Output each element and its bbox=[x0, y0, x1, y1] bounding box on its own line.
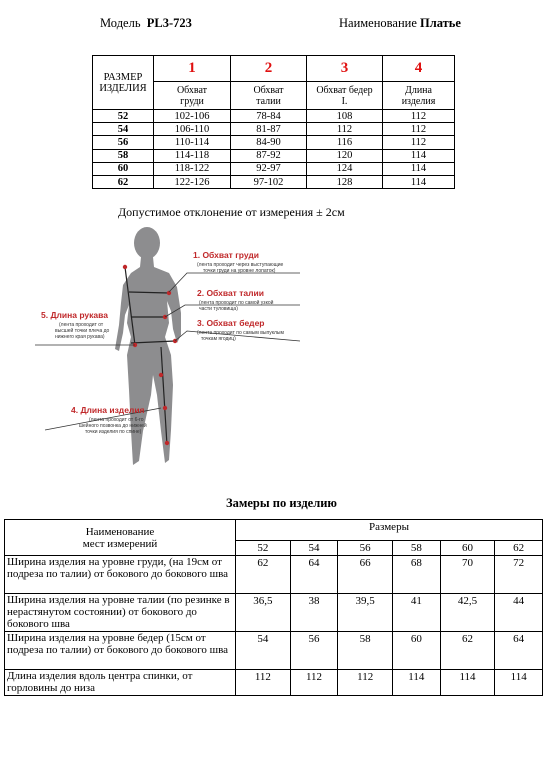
annotation-1-note: (лента проходит через выступающие bbox=[197, 262, 284, 268]
annotation-3-note: точкам ягодиц) bbox=[201, 336, 236, 342]
size-header: 56 bbox=[338, 541, 393, 556]
table-cell: 110-114 bbox=[154, 136, 231, 149]
annotation-2-title: 2. Обхват талии bbox=[197, 288, 264, 298]
table-row bbox=[93, 175, 455, 188]
table-cell: 78-84 bbox=[231, 110, 307, 123]
corner-line2: ИЗДЕЛИЯ bbox=[99, 82, 147, 94]
table-cell: 97-102 bbox=[231, 175, 307, 188]
table-cell: 62 bbox=[440, 632, 495, 670]
table-cell: 68 bbox=[393, 556, 441, 594]
name-prefix: Наименование bbox=[339, 16, 417, 30]
table-cell: 116 bbox=[307, 136, 383, 149]
table-cell: 70 bbox=[440, 556, 495, 594]
column-label-2: Обхват талии bbox=[231, 82, 307, 110]
annotation-4-title: 4. Длина изделия bbox=[71, 405, 145, 415]
size-header: 60 bbox=[440, 541, 495, 556]
table-cell: 114-118 bbox=[154, 149, 231, 162]
measurement-label: Ширина изделия на уровне талии (по резинке в нерастянутом состоянии) от бокового до бокового шва bbox=[5, 594, 236, 632]
table-cell: 112 bbox=[307, 123, 383, 136]
size-cell: 52 bbox=[93, 110, 154, 123]
size-cell: 58 bbox=[93, 149, 154, 162]
table-cell: 114 bbox=[495, 670, 543, 696]
table-row bbox=[5, 670, 543, 696]
annotation-4-note: (лента проходит от 6-го bbox=[89, 417, 144, 423]
table-cell: 108 bbox=[307, 110, 383, 123]
column-number-3: 3 bbox=[307, 56, 383, 82]
table-cell: 112 bbox=[236, 670, 291, 696]
size-header: 52 bbox=[236, 541, 291, 556]
table-cell: 122-126 bbox=[154, 175, 231, 188]
table-row bbox=[93, 123, 455, 136]
table-cell: 44 bbox=[495, 594, 543, 632]
size-cell: 56 bbox=[93, 136, 154, 149]
table-cell: 114 bbox=[383, 149, 455, 162]
table-row bbox=[93, 110, 455, 123]
column-label-3: Обхват бедер I. bbox=[307, 82, 383, 110]
column-number-1: 1 bbox=[154, 56, 231, 82]
size-cell: 60 bbox=[93, 162, 154, 175]
sizes-header: Размеры bbox=[236, 520, 543, 541]
annotation-3-note: (лента проходит по самым выпуклым bbox=[197, 330, 284, 336]
table-cell: 112 bbox=[338, 670, 393, 696]
table-cell: 102-106 bbox=[154, 110, 231, 123]
table-cell: 112 bbox=[383, 123, 455, 136]
table-cell: 36,5 bbox=[236, 594, 291, 632]
size-cell: 54 bbox=[93, 123, 154, 136]
table-cell: 66 bbox=[338, 556, 393, 594]
table-cell: 38 bbox=[290, 594, 338, 632]
measurement-figure bbox=[35, 225, 315, 475]
size-header: 62 bbox=[495, 541, 543, 556]
table-cell: 120 bbox=[307, 149, 383, 162]
table-row bbox=[5, 594, 543, 632]
size-cell: 62 bbox=[93, 175, 154, 188]
annotation-2-note: (лента проходит по самой узкой bbox=[199, 300, 274, 306]
table-cell: 72 bbox=[495, 556, 543, 594]
table-cell: 106-110 bbox=[154, 123, 231, 136]
size-header: 54 bbox=[290, 541, 338, 556]
model-code: PL3-723 bbox=[146, 16, 192, 30]
table-row bbox=[5, 556, 543, 594]
measurements-title: Замеры по изделию bbox=[226, 496, 337, 510]
column-label-1: Обхват груди bbox=[154, 82, 231, 110]
table-row bbox=[93, 136, 455, 149]
annotation-2-note: части туловища) bbox=[199, 306, 238, 312]
table-cell: 112 bbox=[383, 110, 455, 123]
corner-line1: РАЗМЕР bbox=[103, 71, 143, 83]
table-cell: 92-97 bbox=[231, 162, 307, 175]
name-value: Платье bbox=[420, 16, 461, 30]
measurement-label: Длина изделия вдоль центра спинки, от горловины до низа bbox=[5, 670, 236, 696]
table-cell: 84-90 bbox=[231, 136, 307, 149]
annotation-4-note: шейного позвонка до нижней bbox=[79, 423, 147, 429]
table-cell: 54 bbox=[236, 632, 291, 670]
table-cell: 114 bbox=[383, 162, 455, 175]
model-label bbox=[100, 16, 192, 31]
size-header: 58 bbox=[393, 541, 441, 556]
size-table bbox=[92, 55, 455, 189]
measurement-label: Ширина изделия на уровне бедер (15см от подреза по талии) от бокового до бокового шва bbox=[5, 632, 236, 670]
table-cell: 118-122 bbox=[154, 162, 231, 175]
table-cell: 60 bbox=[393, 632, 441, 670]
measurement-name-header: Наименование мест измерений bbox=[5, 520, 236, 556]
model-prefix: Модель bbox=[100, 16, 141, 30]
table-cell: 124 bbox=[307, 162, 383, 175]
annotation-1-note: точки груди на уровне лопаток) bbox=[203, 268, 276, 274]
table-cell: 112 bbox=[383, 136, 455, 149]
table-cell: 114 bbox=[440, 670, 495, 696]
measurements-table bbox=[4, 519, 543, 696]
annotation-1-title: 1. Обхват груди bbox=[193, 250, 259, 260]
table-row bbox=[93, 149, 455, 162]
annotation-5-note: нижнего края рукава) bbox=[55, 334, 105, 340]
table-cell: 64 bbox=[290, 556, 338, 594]
table-cell: 114 bbox=[393, 670, 441, 696]
table-cell: 112 bbox=[290, 670, 338, 696]
table-row bbox=[93, 162, 455, 175]
table-cell: 58 bbox=[338, 632, 393, 670]
annotation-5-note: (лента проходит от bbox=[59, 322, 104, 328]
table-cell: 64 bbox=[495, 632, 543, 670]
product-name-label bbox=[339, 16, 461, 31]
tolerance-note: Допустимое отклонение от измерения ± 2см bbox=[118, 205, 345, 219]
annotation-5-title: 5. Длина рукава bbox=[41, 310, 108, 320]
column-label-4: Длина изделия bbox=[383, 82, 455, 110]
column-number-4: 4 bbox=[383, 56, 455, 82]
table-cell: 81-87 bbox=[231, 123, 307, 136]
size-corner-header bbox=[93, 56, 154, 110]
table-cell: 39,5 bbox=[338, 594, 393, 632]
annotation-4-note: точки изделия по спине) bbox=[85, 429, 142, 435]
table-cell: 114 bbox=[383, 175, 455, 188]
table-cell: 42,5 bbox=[440, 594, 495, 632]
table-cell: 56 bbox=[290, 632, 338, 670]
measurement-label: Ширина изделия на уровне груди, (на 19см от подреза по талии) от бокового до бокового шва bbox=[5, 556, 236, 594]
annotation-5-note: высшей точки плеча до bbox=[55, 328, 110, 334]
table-cell: 62 bbox=[236, 556, 291, 594]
table-cell: 87-92 bbox=[231, 149, 307, 162]
table-cell: 41 bbox=[393, 594, 441, 632]
table-cell: 128 bbox=[307, 175, 383, 188]
annotation-3-title: 3. Обхват бедер bbox=[197, 318, 265, 328]
column-number-2: 2 bbox=[231, 56, 307, 82]
table-row bbox=[5, 632, 543, 670]
